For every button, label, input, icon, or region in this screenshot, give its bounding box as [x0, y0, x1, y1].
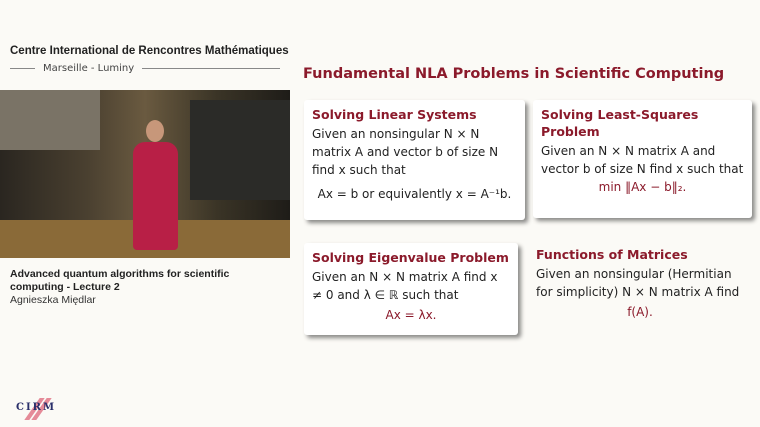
box-body: Given an N × N matrix A find x ≠ 0 and λ ∈ ℝ such that	[312, 270, 498, 302]
box-body: Given an nonsingular N × N matrix A and vector b of size N find x such that	[312, 127, 499, 177]
box-equation: f(A).	[627, 305, 653, 319]
box-least-squares	[533, 100, 752, 218]
box-equation: Ax = λx.	[385, 308, 437, 322]
box-heading: Solving Least-Squares Problem	[541, 107, 699, 139]
organization-name: Centre International de Rencontres Mathématiques	[10, 45, 289, 57]
location-line	[10, 63, 280, 74]
box-body: Given an nonsingular (Hermitian for simplicity) N × N matrix A find	[536, 267, 740, 299]
logo-text: CIRM	[16, 402, 57, 413]
divider	[142, 68, 280, 69]
speaker-name: Agnieszka Międlar	[10, 294, 96, 306]
box-eigenvalue	[304, 243, 518, 335]
box-heading: Solving Eigenvalue Problem	[312, 250, 509, 265]
talk-title-line: Advanced quantum algorithms for scientific	[10, 268, 230, 280]
talk-title-line: computing - Lecture 2	[10, 281, 120, 293]
wall	[190, 100, 290, 200]
box-equation: min ‖Ax − b‖₂.	[598, 180, 687, 194]
box-equation: Ax = b or equivalently x = A⁻¹b.	[317, 187, 512, 201]
slide-title: Fundamental NLA Problems in Scientific Computing	[303, 66, 725, 82]
cirm-logo	[12, 396, 62, 420]
speaker-figure	[128, 120, 183, 250]
divider	[10, 68, 35, 69]
box-matrix-functions	[528, 240, 752, 336]
talk-title	[10, 268, 229, 294]
box-body: Given an N × N matrix A and vector b of size N find x such that	[541, 144, 744, 176]
box-heading: Functions of Matrices	[536, 247, 688, 262]
location: Marseille - Luminy	[43, 63, 135, 74]
blackboard	[0, 90, 100, 150]
box-heading: Solving Linear Systems	[312, 107, 477, 122]
video-feed[interactable]	[0, 90, 290, 258]
box-linear-systems	[304, 100, 525, 220]
